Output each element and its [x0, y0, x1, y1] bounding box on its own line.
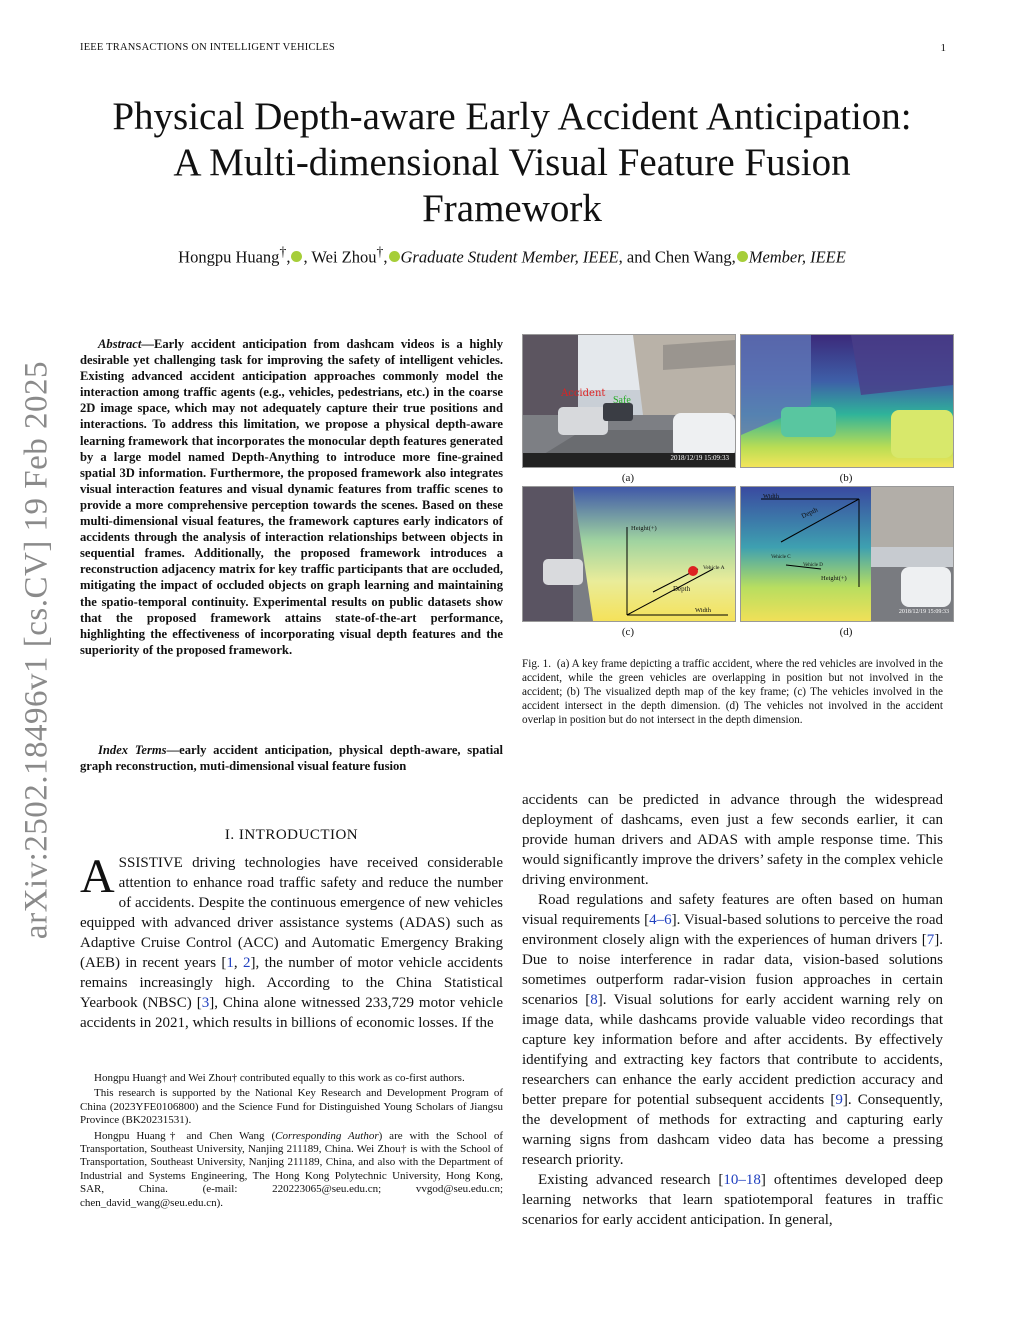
footnotes	[80, 1072, 503, 1212]
subfigure-b-depth-map	[740, 334, 954, 468]
para-text: ]. Visual solutions for early accident warning rely on image data, while dashcams provide valuable video recordings that capture key information before and after accidents. By effectively identifying and extracting key factors that contribute to accidents, researchers can enhance the early accident prediction accuracy and better prepare for potential subsequent accidents [	[522, 992, 944, 1108]
timestamp-d: 2018/12/19 15:09:33	[898, 609, 949, 615]
title-line-2: A Multi-dimensional Visual Feature Fusion	[173, 141, 851, 184]
right-column-text	[522, 790, 943, 1230]
para-text: ]. Due to noise interference in radar data, vision-based solutions sometimes outperform radar-vision fusion approaches in certain scenarios [	[522, 932, 943, 1008]
subfigure-d-depth-overlap	[740, 486, 954, 622]
para-text: ]. Visual-based solutions to perceive the road environment closely align with the experiences of human drivers [	[522, 912, 943, 948]
subfigure-label: (c)	[621, 626, 635, 638]
label-safe: Safe	[613, 395, 631, 406]
title-line-3: Framework	[422, 187, 602, 230]
citation-link[interactable]: 8	[590, 992, 598, 1008]
figure-caption	[522, 658, 943, 728]
citation-link[interactable]: 1	[226, 955, 234, 971]
author-1: Hongpu Huang	[178, 247, 280, 267]
para-text: ] oftentimes developed deep learning networks that learn spatiotemporal features in traffic scenarios for early accident anticipation. In general,	[522, 1172, 943, 1228]
author-2: Wei Zhou	[311, 247, 377, 267]
citation-link[interactable]: 7	[926, 932, 935, 948]
abstract-label: Abstract	[98, 337, 142, 351]
para-text: ]. Consequently, the development of methods for extracting and capturing early warning signs from dashcam video data has become a pressing research priority.	[522, 1092, 944, 1168]
orcid-icon[interactable]	[291, 251, 302, 262]
running-header: IEEE TRANSACTIONS ON INTELLIGENT VEHICLES	[80, 42, 335, 53]
figure-1	[522, 334, 952, 644]
intro-text: SSISTIVE driving technologies have received considerable attention to enhance road traffic safety and reduce the number of accidents. Despite the continuous emergence of new vehicles equipped with advanced driver assistance systems (ADAS) such as Adaptive Cruise Control (ACC) and Automatic Emergency Braking (AEB) in recent years [	[80, 855, 503, 971]
axis-label-width: Width	[695, 607, 711, 614]
drop-cap: A	[80, 850, 115, 903]
section-heading: I. INTRODUCTION	[224, 827, 359, 843]
abstract: Abstract—Early accident anticipation from dashcam videos is a highly desirable yet challenging task for improving the safety of intelligent vehicles. Existing advanced accident anticipation approaches commonly model the interaction among traffic agents (e.g., vehicles, pedestrians, etc.) in the coarse 2D image space, which may not adequately capture their true positions and interactions. To address this limitation, we propose a physical depth-aware learning framework that incorporates the monocular depth features generated by a large model named Depth-Anything to introduce more fine-grained spatial 3D information. Furthermore, the proposed framework also integrates visual interaction features and visual dynamic features from traffic scenes to provide a more comprehensive perception towards the scenes. Based on these multi-dimensional visual features, the framework captures early indicators of accidents through the analysis of interaction relationships between objects in sequential frames. Additionally, the proposed framework introduces a reconstruction adjacency matrix for key traffic participants that are occluded, mitigating the impact of occluded objects on graph learning and maintaining the spatio-temporal continuity. Experimental results on public datasets show that the proposed framework attains state-of-the-art performance, highlighting the effectiveness of incorporating visual depth features and the superiority of the proposed framework.	[80, 337, 503, 657]
depth-plot-d	[741, 487, 953, 621]
author-3-role: Member, IEEE	[748, 247, 846, 267]
paragraph	[522, 890, 943, 1170]
caption-text: (a) A key frame depicting a traffic accident, where the red vehicles are involved in the accident, while the green vehicles are overlapping in position but not involved in the accident; (b) The visualized depth map of the key frame; (c) The vehicles involved in the accident intersect in the depth dimension. (d) The vehicles not involved in the accident overlap in position but do not intersect in the depth dimension.	[522, 658, 943, 726]
depth-plot-c	[523, 487, 735, 621]
author-3: and Chen Wang	[626, 247, 732, 267]
axis-label-height-d: Height(+)	[821, 575, 847, 582]
footnote-text: Corresponding Author	[275, 1129, 379, 1142]
citation-link[interactable]: 4–6	[649, 912, 672, 928]
footnote-affiliation	[80, 1130, 503, 1210]
para-text: Existing advanced research [	[538, 1172, 724, 1188]
footnote-text: Hongpu Huang† and Chen Wang (	[94, 1129, 276, 1142]
label-vehicle-c: Vehicle C	[771, 555, 791, 560]
citation-link[interactable]: 3	[201, 995, 210, 1011]
author-line: Hongpu Huang†, , Wei Zhou†, Graduate Student Member, IEEE, and Chen Wang, Member, IEEE	[178, 244, 846, 267]
title-line-1: Physical Depth-aware Early Accident Anticipation:	[112, 95, 912, 138]
page-number: 1	[940, 42, 946, 54]
orcid-icon[interactable]	[389, 251, 400, 262]
index-terms: Index Terms—early accident anticipation, physical depth-aware, spatial graph reconstruction, muti-dimensional visual feature fusion	[80, 743, 503, 774]
footnote-text: ) are with the School of Transportation, Southeast University, Nanjing 211189, China. Wei Zhou† is with the School of Transportation, Southeast University, Nanjing 211189, China, and also with the Department of Industrial and Systems Engineering, The Hong Kong Polytechnic University, Hong Kong, SAR, China. (e-mail: 220223065@seu.edu.cn; vvgod@seu.edu.cn; chen_david_wang@seu.edu.cn).	[80, 1129, 503, 1209]
timestamp: 2018/12/19 15:09:33	[670, 454, 729, 462]
orcid-icon[interactable]	[737, 251, 748, 262]
caption-label: Fig. 1.	[522, 658, 552, 670]
citation-link[interactable]: 10–18	[723, 1172, 761, 1188]
label-vehicle-d: Vehicle D	[803, 563, 823, 568]
arxiv-stamp-text: arXiv:2502.18496v1 [cs.CV] 19 Feb 2025	[18, 360, 55, 940]
author-2-role: Graduate Student Member, IEEE	[400, 247, 619, 267]
paragraph	[522, 1170, 943, 1230]
abstract-text: Early accident anticipation from dashcam videos is a highly desirable yet challenging task for improving the safety of intelligent vehicles. Existing advanced accident anticipation approaches commonly model the interaction among traffic agents (e.g., vehicles, pedestrians, etc.) in the coarse 2D image space, which may not adequately capture their true positions and interactions. To address this limitation, we propose a physical depth-aware learning framework that incorporates the monocular depth features generated by a large model named Depth-Anything to introduce more fine-grained spatial 3D information. Furthermore, the proposed framework also integrates visual interaction features and visual dynamic features from traffic scenes to provide a more comprehensive perception towards the scenes. Based on these multi-dimensional visual features, the framework captures early indicators of accidents through the analysis of interaction relationships between objects in sequential frames. Additionally, the proposed framework introduces a reconstruction adjacency matrix for key traffic participants that are occluded, mitigating the impact of occluded objects on graph learning and maintaining the spatio-temporal continuity. Experimental results on public datasets show that the proposed framework attains state-of-the-art performance, highlighting the effectiveness of incorporating visual depth features and the superiority of the proposed framework.	[80, 337, 503, 657]
intro-text: ], the number of motor vehicle accidents remains increasingly high. According to the China Statistical Yearbook (NBSC) [	[80, 955, 504, 1011]
paper-title	[80, 94, 944, 232]
intro-paragraph: ASSISTIVE driving technologies have received considerable attention to enhance road traffic safety and reduce the number of accidents. Despite the continuous emergence of new vehicles equipped with advanced driver assistance systems (ADAS) such as Adaptive Cruise Control (ACC) and Automatic Emergency Braking (AEB) in recent years [1, 2], the number of motor vehicle accidents remains increasingly high. According to the China Statistical Yearbook (NBSC) [3], China alone witnessed 233,729 motor vehicle accidents in 2021, which results in billions of economic losses. If the	[80, 850, 504, 1031]
subfigure-c-depth-intersection	[522, 486, 736, 622]
index-terms-text: early accident anticipation, physical depth-aware, spatial graph reconstruction, muti-dimensional visual feature fusion	[80, 743, 503, 774]
subfigure-label: (a)	[621, 472, 635, 484]
axis-label-depth-d: Depth	[800, 505, 819, 521]
subfigure-label: (b)	[839, 472, 853, 484]
intro-text: ], China alone witnessed 233,729 motor vehicle accidents in 2021, which results in billions of economic losses. If the	[80, 995, 504, 1031]
footnote-cofirst: Hongpu Huang† and Wei Zhou† contributed equally to this work as co-first authors.	[94, 1072, 465, 1084]
subfigure-a-dashcam	[522, 334, 736, 468]
label-vehicle-a: Vehicle A	[703, 565, 725, 571]
para-text: Road regulations and safety features are often based on human visual requirements [	[522, 892, 943, 928]
footnote-funding: This research is supported by the National Key Research and Development Program of China (2023YFE0106800) and the Science Fund for Distinguished Young Scholars of Jiangsu Province (BK20231531).	[80, 1087, 503, 1127]
index-terms-label: Index Terms	[98, 743, 167, 757]
paragraph: accidents can be predicted in advance through the widespread deployment of dashcams, even just a few seconds earlier, it can provide human drivers and ADAS with ample response time. This would significantly improve the drivers’ safety in the complex vehicle driving environment.	[522, 792, 943, 888]
label-accident: Accident	[561, 388, 606, 399]
axis-label-height: Height(+)	[631, 525, 657, 532]
citation-link[interactable]: 2	[243, 955, 251, 971]
subfigure-label: (d)	[839, 626, 853, 638]
citation-link[interactable]: 9	[835, 1092, 843, 1108]
axis-label-depth: Depth	[673, 585, 691, 593]
depth-map-image	[741, 335, 953, 467]
axis-label-width-d: Width	[763, 493, 779, 500]
